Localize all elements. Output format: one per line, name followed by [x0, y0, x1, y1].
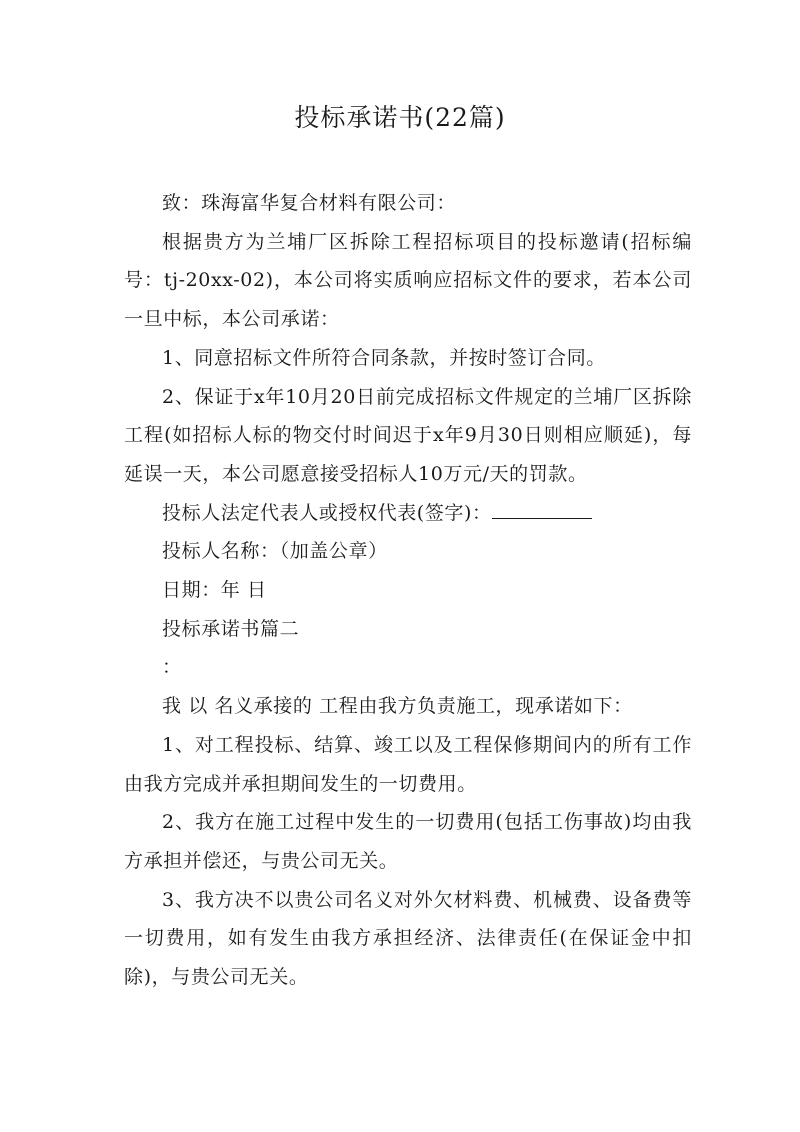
colon-line: ： — [162, 656, 182, 679]
section-2-item-2: 2、我方在施工过程中发生的一切费用(包括工伤事故)均由我方承担并偿还，与贵公司无关。 — [124, 811, 692, 872]
commitment-item-2: 2、保证于x年10月20日前完成招标文件规定的兰埔厂区拆除工程(如招标人标的物交付时间迟于x年9月30日则相应顺延)，每延误一天，本公司愿意接受招标人10万元/天的罚款。 — [124, 385, 692, 485]
intro-paragraph: 根据贵方为兰埔厂区拆除工程招标项目的投标邀请(招标编号：tj-20xx-02)，本公司将实质响应招标文件的要求，若本公司一旦中标，本公司承诺： — [124, 230, 692, 331]
section-2-intro: 我 以 名义承接的 工程由我方负责施工，现承诺如下： — [162, 695, 633, 718]
signature-line — [124, 494, 692, 533]
document-title: 投标承诺书(22篇) — [294, 103, 506, 132]
commitment-item-1: 1、同意招标文件所符合同条款，并按时签订合同。 — [162, 346, 606, 369]
bidder-name-line: 投标人名称：（加盖公章） — [162, 540, 388, 563]
addressee-line: 致：珠海富华复合材料有限公司： — [162, 192, 457, 214]
section-2-item-1: 1、对工程投标、结算、竣工以及工程保修期间内的所有工作由我方完成并承担期间发生的一切费用。 — [124, 733, 692, 795]
document-body — [124, 184, 692, 997]
section-2-heading: 投标承诺书篇二 — [162, 617, 300, 640]
date-line: 日期：年 日 — [162, 579, 267, 602]
signature-label: 投标人法定代表人或授权代表(签字)： — [162, 501, 492, 524]
signature-blank — [492, 498, 592, 519]
section-2-item-3: 3、我方决不以贵公司名义对外欠材料费、机械费、设备费等一切费用，如有发生由我方承担经济、法律责任(在保证金中扣除)，与贵公司无关。 — [124, 888, 692, 989]
